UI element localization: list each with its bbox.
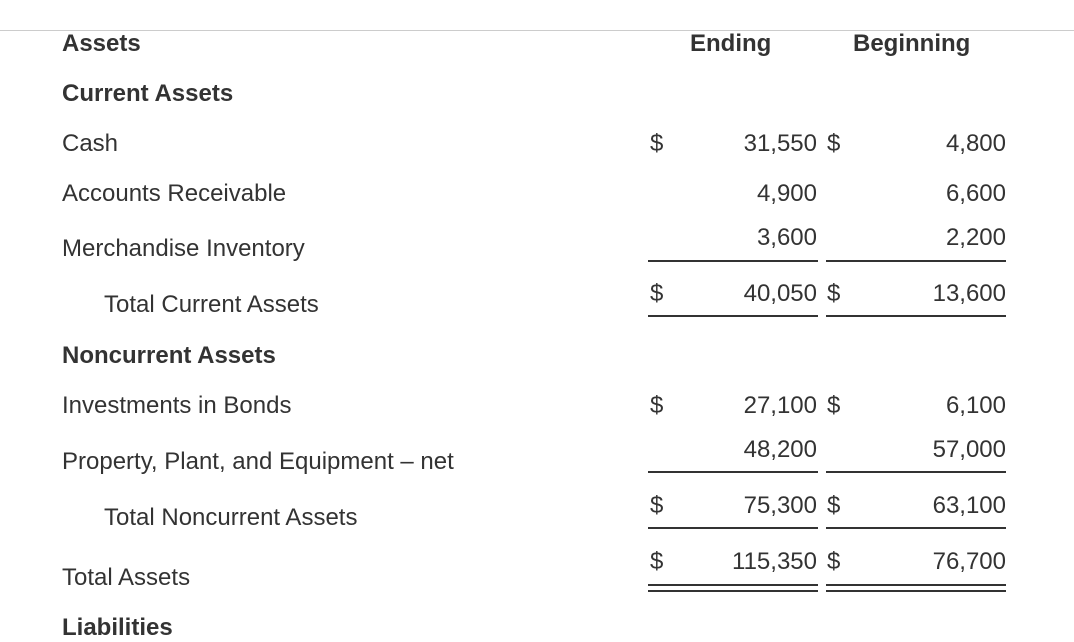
total-noncurrent-assets-ending-dollar-sign: $ (650, 492, 664, 519)
noncurrent-assets-ending-underline (648, 471, 818, 473)
total-current-assets-beginning-dollar-sign: $ (827, 280, 841, 307)
accounts-receivable-label: Accounts Receivable (62, 180, 287, 207)
accounts-receivable-beginning-value: 6,600 (945, 180, 1006, 207)
total-noncurrent-assets-ending-underline (648, 527, 818, 529)
total-assets-beginning-value: 76,700 (932, 548, 1006, 575)
total-noncurrent-assets-ending-value: 75,300 (743, 492, 817, 519)
total-assets-beginning-double-underline-top (826, 584, 1006, 586)
total-current-assets-ending-underline (648, 315, 818, 317)
total-assets-ending-value: 115,350 (732, 548, 817, 575)
total-current-assets-label: Total Current Assets (104, 291, 319, 318)
cash-ending-value: 31,550 (743, 130, 817, 157)
total-assets-ending-dollar-sign: $ (650, 548, 664, 575)
ppe-net-beginning-value: 57,000 (932, 436, 1006, 463)
assets-heading: Assets (62, 30, 141, 57)
total-noncurrent-assets-label: Total Noncurrent Assets (104, 504, 358, 531)
investments-in-bonds-beginning-dollar-sign: $ (827, 392, 841, 419)
investments-in-bonds-label: Investments in Bonds (62, 392, 292, 419)
current-assets-beginning-underline (826, 260, 1006, 262)
investments-in-bonds-ending-value: 27,100 (743, 392, 817, 419)
ppe-net-ending-value: 48,200 (743, 436, 817, 463)
total-current-assets-ending-dollar-sign: $ (650, 280, 664, 307)
merchandise-inventory-label: Merchandise Inventory (62, 235, 305, 262)
total-assets-label: Total Assets (62, 564, 191, 591)
total-assets-beginning-dollar-sign: $ (827, 548, 841, 575)
ending-column-header: Ending (690, 30, 772, 57)
current-assets-ending-underline (648, 260, 818, 262)
cash-beginning-value: 4,800 (945, 130, 1006, 157)
beginning-column-header: Beginning (853, 30, 971, 57)
total-assets-beginning-double-underline-bottom (826, 590, 1006, 592)
current-assets-heading: Current Assets (62, 80, 234, 107)
total-current-assets-beginning-underline (826, 315, 1006, 317)
accounts-receivable-ending-value: 4,900 (756, 180, 817, 207)
merchandise-inventory-beginning-value: 2,200 (945, 224, 1006, 251)
ppe-net-label: Property, Plant, and Equipment – net (62, 448, 454, 475)
investments-in-bonds-beginning-value: 6,100 (945, 392, 1006, 419)
total-noncurrent-assets-beginning-underline (826, 527, 1006, 529)
total-current-assets-ending-value: 40,050 (743, 280, 817, 307)
total-noncurrent-assets-beginning-dollar-sign: $ (827, 492, 841, 519)
cash-beginning-dollar-sign: $ (827, 130, 841, 157)
total-assets-ending-double-underline-top (648, 584, 818, 586)
cash-label: Cash (62, 130, 119, 157)
total-current-assets-beginning-value: 13,600 (932, 280, 1006, 307)
noncurrent-assets-heading: Noncurrent Assets (62, 342, 276, 369)
liabilities-heading: Liabilities (62, 614, 173, 641)
cash-ending-dollar-sign: $ (650, 130, 664, 157)
investments-in-bonds-ending-dollar-sign: $ (650, 392, 664, 419)
merchandise-inventory-ending-value: 3,600 (756, 224, 817, 251)
noncurrent-assets-beginning-underline (826, 471, 1006, 473)
total-noncurrent-assets-beginning-value: 63,100 (932, 492, 1006, 519)
total-assets-ending-double-underline-bottom (648, 590, 818, 592)
